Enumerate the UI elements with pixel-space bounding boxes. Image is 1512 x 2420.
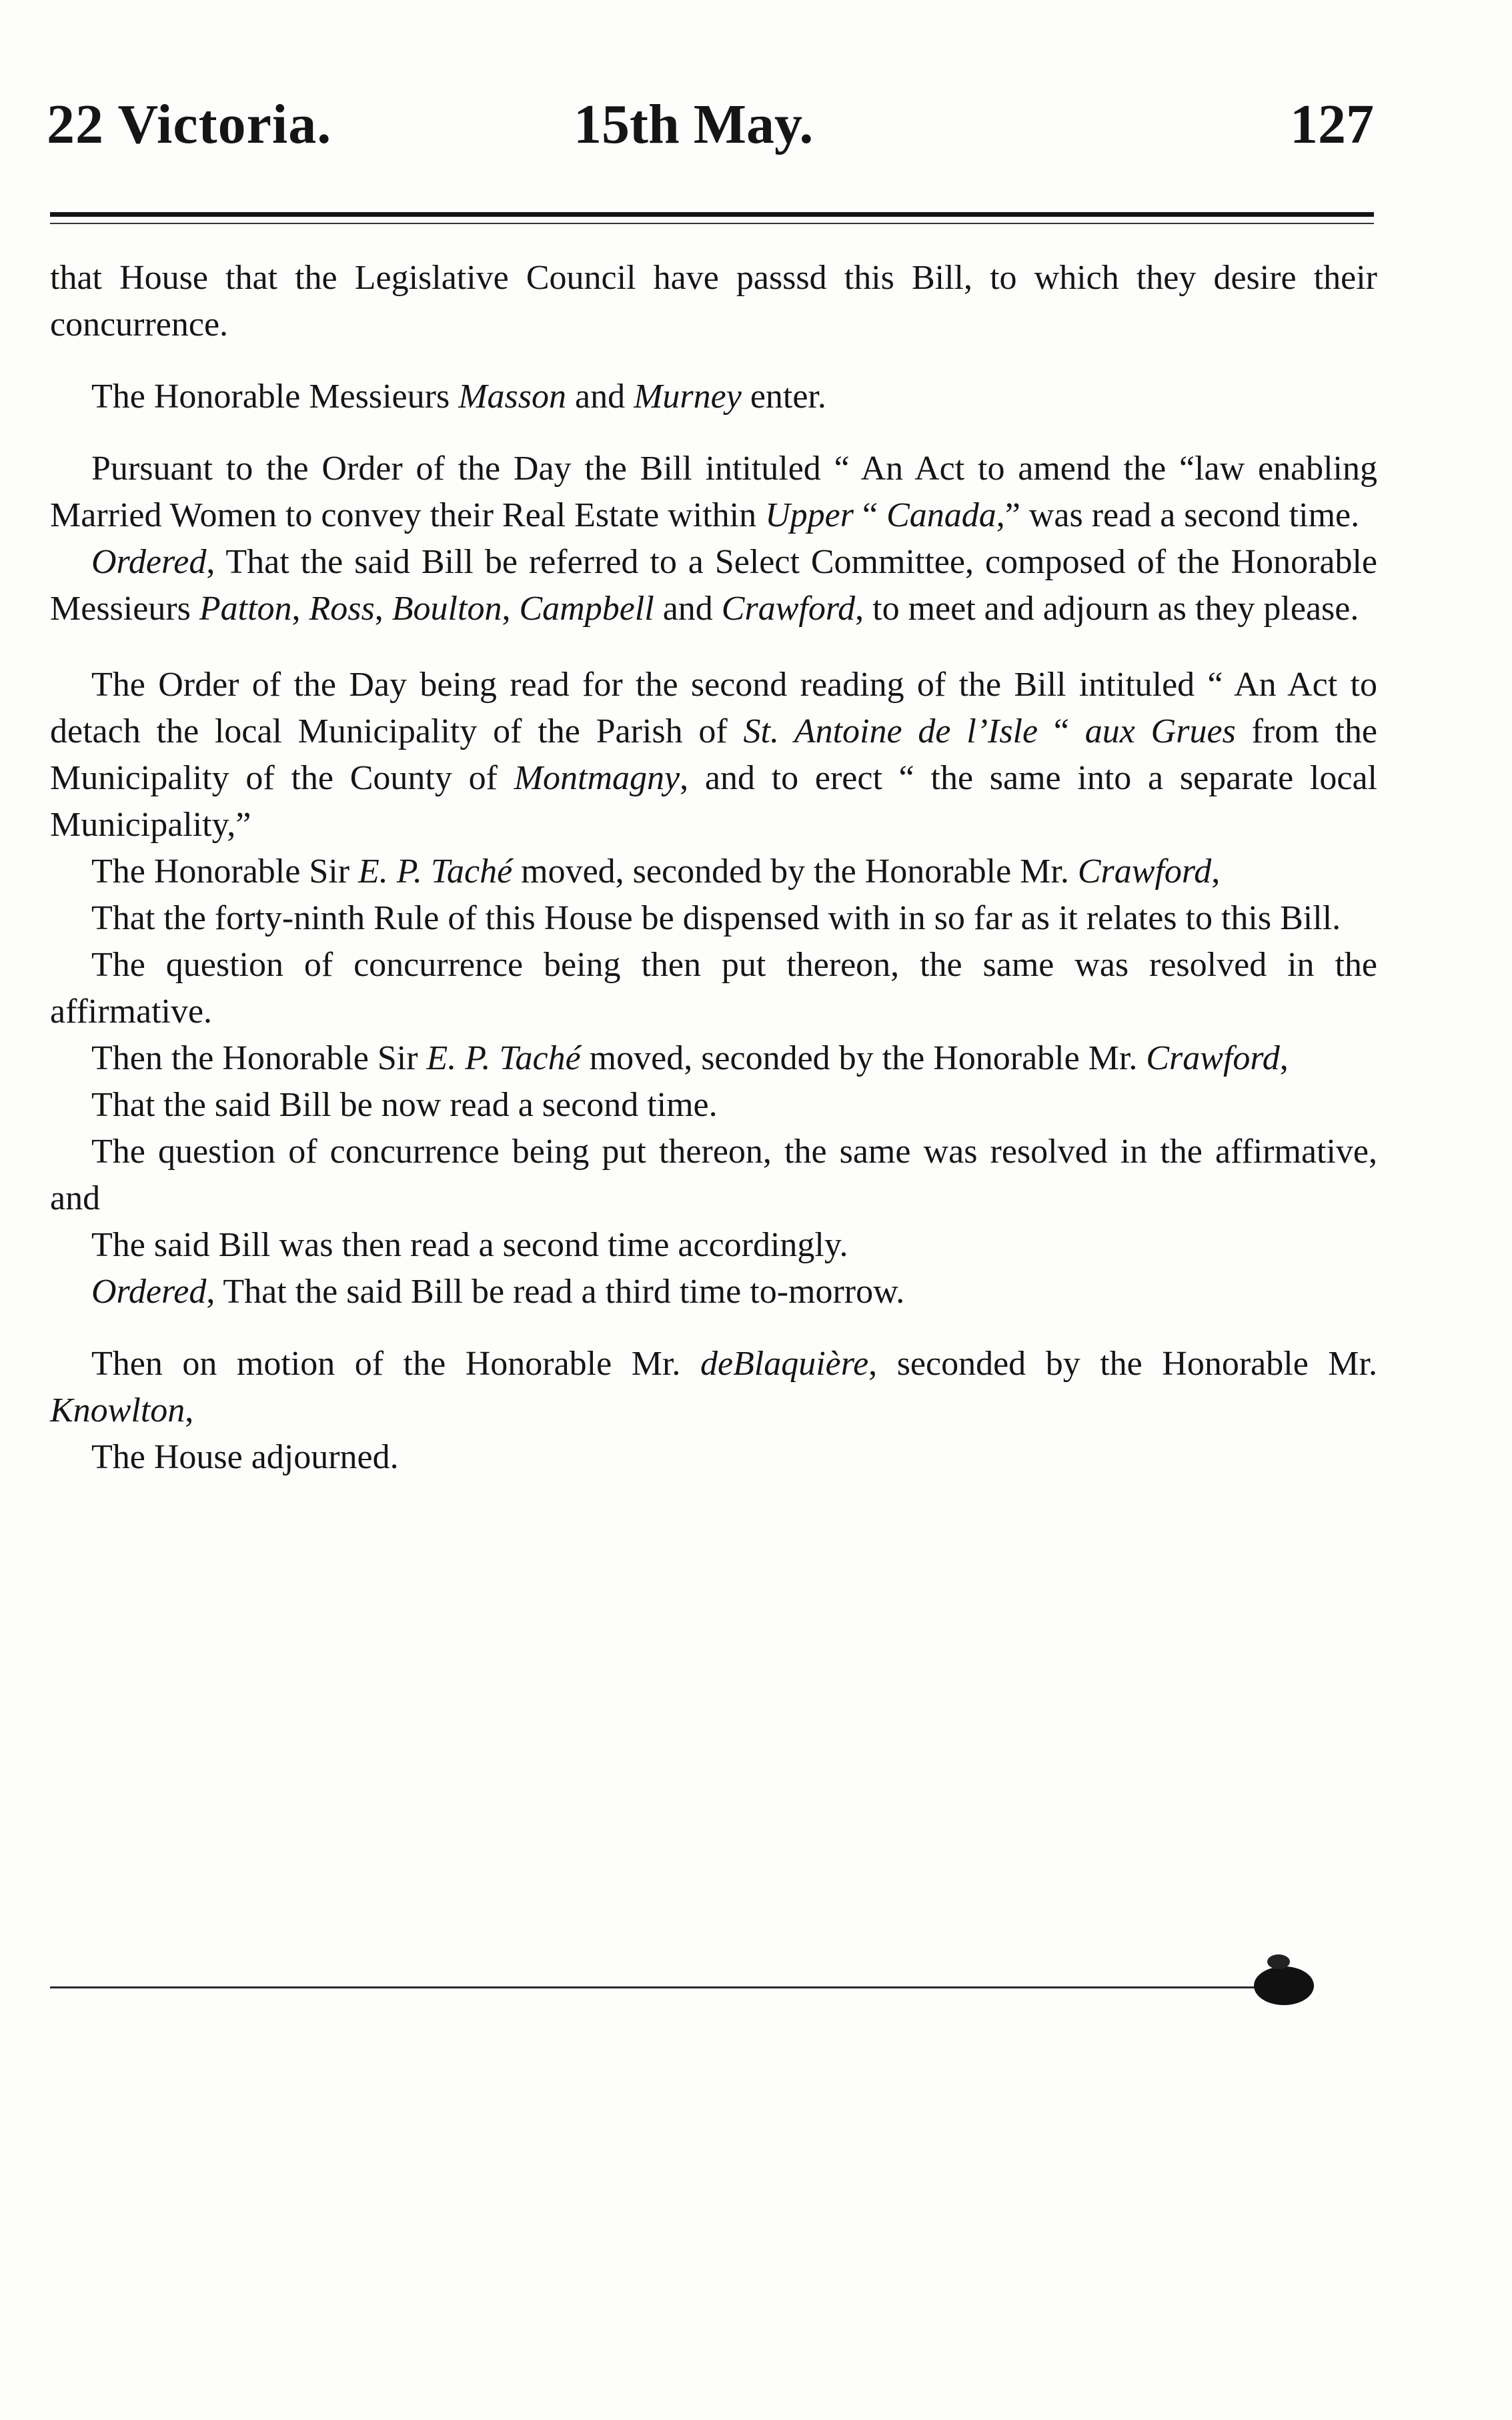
paragraph-text: The Order of the Day being read for the second reading of the Bill intituled “ An Act to detach the local Municipality of the Parish of (50, 666, 1377, 750)
paragraph-text: , That the said Bill be read a third time to-morrow. (206, 1273, 905, 1311)
journal-body (50, 255, 1377, 1481)
paragraph-tache-second-motion (50, 1035, 1377, 1082)
running-head-year: 22 Victoria. (47, 93, 332, 155)
paragraph-text: , (374, 590, 392, 628)
paragraph-text: from the Municipality of the County of (50, 712, 1378, 797)
italic-name-text: St. Antoine de l’Isle (743, 712, 1038, 750)
italic-name-text: Patton (199, 590, 292, 628)
paragraph-married-women-bill (50, 446, 1377, 539)
paragraph-text: That the forty-ninth Rule of this House be dispensed with in so far as it relates to this Bill. (91, 899, 1341, 937)
header-rule-thick (50, 212, 1374, 217)
paragraph-concurrence (50, 255, 1377, 348)
italic-name-text: Canada (886, 496, 996, 534)
italic-name-text: Masson (458, 378, 566, 416)
paragraph-text: That the said Bill be now read a second time. (91, 1086, 718, 1124)
italic-name-text: Boulton (392, 590, 502, 628)
italic-name-text: Ordered (91, 1273, 207, 1311)
paragraph-tache-motion (50, 848, 1377, 895)
paragraph-text: , to meet and adjourn as they please. (855, 590, 1359, 628)
paragraph-text: The House adjourned. (91, 1438, 399, 1476)
paragraph-text: that House that the Legislative Council have passsd this Bill, to which they desire their concurrence. (50, 259, 1377, 344)
paragraph-text: , (185, 1391, 194, 1429)
paragraph-text: , (502, 590, 520, 628)
paragraph-text: moved, seconded by the Honorable Mr. (512, 852, 1078, 890)
paragraph-text: The question of concurrence being then put thereon, the same was resolved in the affirmative. (50, 946, 1377, 1031)
paragraph-text: , and to erect “ the same into a separate local Municipality,” (50, 759, 1377, 844)
paragraph-text: Then on motion of the Honorable Mr. (91, 1345, 700, 1383)
italic-name-text: Crawford (721, 590, 856, 628)
italic-name-text: Ordered (91, 543, 207, 581)
paragraph-text: , seconded by the Honorable Mr. (868, 1345, 1377, 1383)
paragraph-second-reading (50, 1082, 1377, 1129)
paragraph-text: The Honorable Messieurs (91, 378, 459, 416)
italic-name-text: Ross (309, 590, 375, 628)
paragraph-adjourn-motion (50, 1341, 1377, 1434)
italic-name-text: Upper (765, 496, 854, 534)
paragraph-house-adjourned (50, 1434, 1377, 1481)
paragraph-text: , (1211, 852, 1221, 890)
italic-name-text: Knowlton (50, 1391, 185, 1429)
paragraph-question-concurrence (50, 942, 1377, 1035)
page-number: 127 (1290, 93, 1374, 155)
paragraph-text: Pursuant to the Order of the Day the Bill intituled “ An Act to amend the “law enabling Married Women to convey their Real Estate within (50, 450, 1377, 534)
header-rule-thin (50, 223, 1374, 224)
ink-speck (1267, 1954, 1290, 1969)
italic-name-text: Campbell (519, 590, 654, 628)
paragraph-text: enter. (741, 378, 826, 416)
paragraph-members-enter (50, 374, 1377, 420)
page-header (47, 92, 1374, 165)
paragraph-text: , (291, 590, 309, 628)
italic-name-text: Montmagny (514, 759, 680, 797)
paragraph-text: ,” was read a second time. (996, 496, 1360, 534)
italic-name-text: E. P. Taché (426, 1039, 581, 1077)
footer-rule (50, 1986, 1297, 1988)
paragraph-third-reading (50, 1269, 1377, 1315)
paragraph-text: “ (1038, 712, 1085, 750)
paragraph-read-accordingly (50, 1222, 1377, 1269)
italic-name-text: deBlaquière (700, 1345, 869, 1383)
paragraph-text: “ (854, 496, 887, 534)
paragraph-text: Then the Honorable Sir (91, 1039, 427, 1077)
italic-name-text: E. P. Taché (358, 852, 513, 890)
italic-name-text: Murney (634, 378, 742, 416)
italic-name-text: Crawford (1077, 852, 1212, 890)
paragraph-text: The said Bill was then read a second time accordingly. (91, 1226, 848, 1264)
paragraph-text: The question of concurrence being put thereon, the same was resolved in the affirmative, and (50, 1133, 1377, 1217)
paragraph-text: moved, seconded by the Honorable Mr. (580, 1039, 1147, 1077)
italic-name-text: aux Grues (1084, 712, 1236, 750)
paragraph-text: and (654, 590, 722, 628)
ink-blot (1254, 1966, 1314, 2005)
paragraph-text: and (566, 378, 634, 416)
paragraph-text: The Honorable Sir (91, 852, 359, 890)
italic-name-text: Crawford (1146, 1039, 1280, 1077)
paragraph-rule-dispensed (50, 895, 1377, 942)
running-head-date: 15th May. (574, 93, 814, 155)
paragraph-text: , That the said Bill be referred to a Select Committee, composed of the Honorable Messieurs (50, 543, 1377, 628)
paragraph-resolved (50, 1129, 1377, 1222)
paragraph-select-committee (50, 539, 1377, 632)
paragraph-text: , (1279, 1039, 1289, 1077)
paragraph-order-of-day (50, 662, 1377, 848)
